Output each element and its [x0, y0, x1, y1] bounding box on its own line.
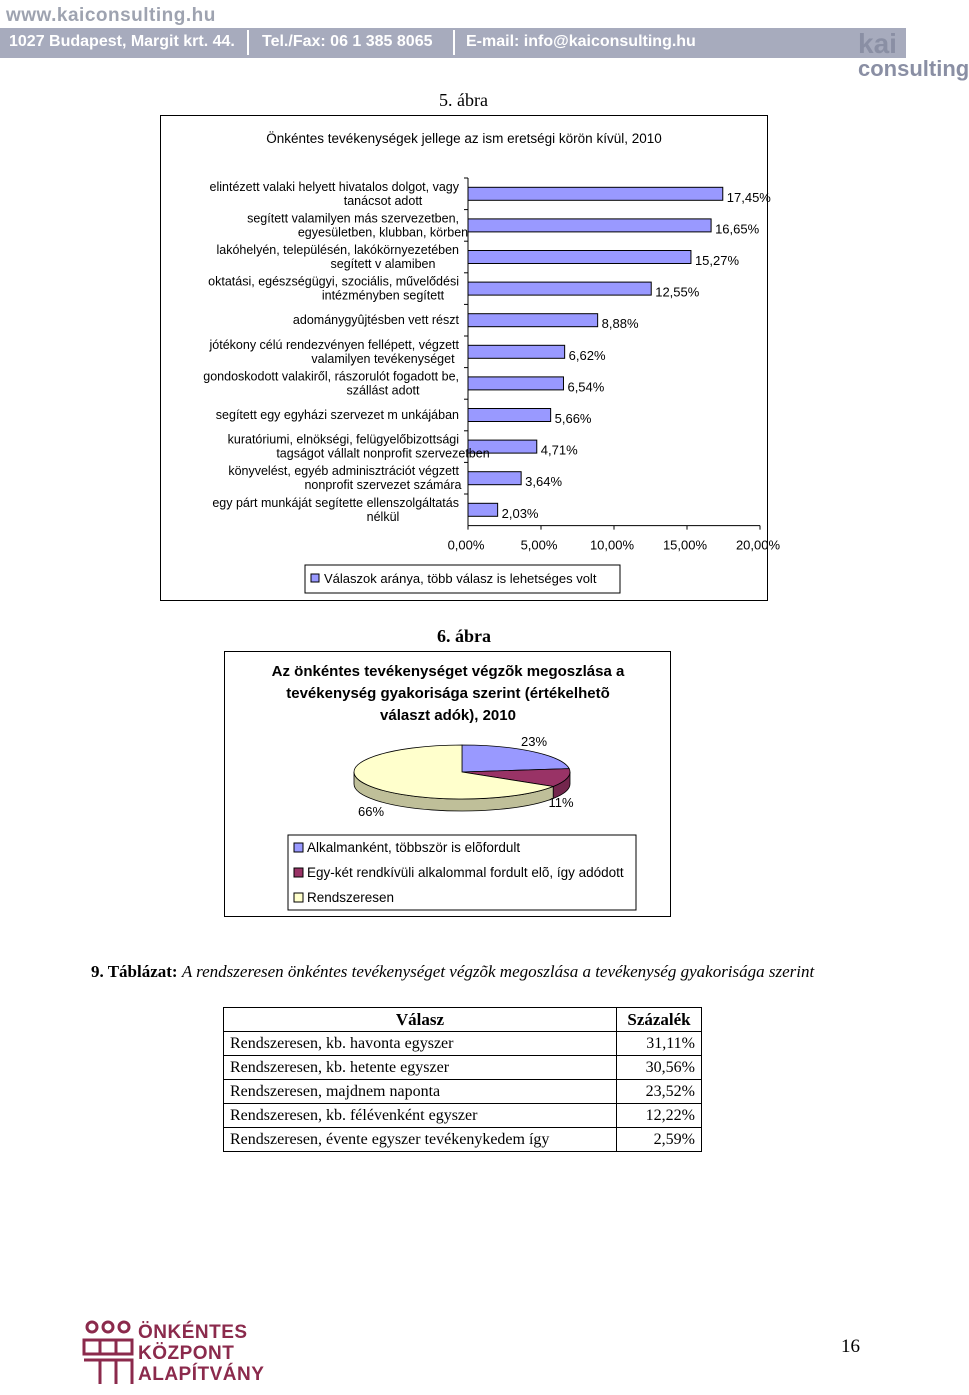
table-title	[91, 962, 814, 982]
table-cell-answer: Rendszeresen, majdnem naponta	[224, 1080, 617, 1104]
logo-text	[138, 1322, 264, 1385]
header-separator	[247, 30, 249, 55]
bar	[468, 503, 498, 516]
category-label: segített v alamiben	[330, 257, 436, 271]
chart-title: Az önkéntes tevékenységet végzõk megoszlása a	[271, 663, 625, 680]
bar-data-label: 2,03%	[501, 505, 539, 521]
category-label: tanácsot adott	[343, 193, 423, 208]
header-address: 1027 Budapest, Margit krt. 44.	[9, 33, 235, 50]
pie-chart	[224, 651, 671, 917]
bar-data-label: 15,27%	[694, 253, 740, 268]
category-label: segített valamilyen más szervezetben,	[247, 211, 459, 226]
category-label: valamilyen tevékenységet	[311, 351, 455, 366]
bar-chart-svg	[161, 116, 781, 600]
bar-chart	[160, 115, 781, 601]
column-header-percent: Százalék	[617, 1008, 702, 1032]
table-row	[224, 1080, 702, 1104]
legend-swatch	[294, 893, 303, 902]
pie-slice	[462, 745, 569, 772]
figures-emblem-icon	[78, 1318, 134, 1388]
category-label: egy párt munkáját segítette ellenszolgáltatás	[212, 495, 459, 510]
chart-title: Önkéntes tevékenységek jellege az ism eretségi körön kívül, 2010	[266, 131, 662, 146]
logo-line: ALAPÍTVÁNY	[138, 1364, 265, 1385]
category-label: lakóhelyén, településén, lakókörnyezetében	[216, 243, 459, 257]
category-label: tagságot vállalt nonprofit szervezetben	[276, 446, 490, 461]
bar	[468, 345, 565, 358]
bar-data-label: 6,54%	[567, 379, 605, 395]
header-url[interactable]: www.kaiconsulting.hu	[6, 5, 216, 26]
bar-data-label: 8,88%	[601, 316, 639, 332]
page-number: 16	[841, 1336, 860, 1357]
x-tick-label: 15,00%	[662, 537, 708, 553]
bar-data-label: 16,65%	[715, 221, 760, 237]
legend-swatch	[311, 574, 319, 582]
table-cell-percent: 30,56%	[617, 1056, 702, 1080]
chart-title: választ adók), 2010	[380, 707, 516, 724]
x-tick-label: 5,00%	[520, 537, 558, 553]
legend-label: Egy-két rendkívüli alkalommal fordult elõ, így adódott	[307, 865, 624, 880]
bar-data-label: 3,64%	[525, 474, 563, 490]
legend-label: Rendszeresen	[307, 890, 395, 905]
bar-data-label: 12,55%	[655, 284, 700, 300]
category-label: jótékony célú rendezvényen fellépett, végzett	[209, 337, 459, 352]
onkentes-kozpont-logo	[78, 1318, 265, 1393]
table-cell-percent: 2,59%	[617, 1128, 702, 1152]
figure-6-caption: 6. ábra	[437, 626, 491, 646]
category-label: egyesületben, klubban, körben	[297, 225, 469, 240]
page-header	[0, 0, 969, 81]
logo-line: KÖZPONT	[138, 1343, 235, 1364]
table-title-text: A rendszeresen önkéntes tevékenységet végzõk megoszlása a tevékenység gyakorisága szerint	[181, 962, 815, 981]
pie-data-label: 23%	[520, 734, 548, 749]
bar	[468, 251, 691, 264]
bar-data-label: 5,66%	[554, 411, 592, 426]
table-cell-answer: Rendszeresen, kb. havonta egyszer	[224, 1032, 617, 1056]
bar	[468, 219, 711, 232]
table-header-row	[224, 1008, 702, 1032]
figure-5-caption: 5. ábra	[439, 90, 488, 110]
table-cell-answer: Rendszeresen, évente egyszer tevékenykedem így	[224, 1128, 617, 1152]
table-title-number: 9. Táblázat:	[91, 962, 178, 981]
header-separator	[453, 30, 455, 55]
category-label: intézményben segített	[321, 288, 445, 303]
table-cell-percent: 31,11%	[617, 1032, 702, 1056]
table-cell-percent: 23,52%	[617, 1080, 702, 1104]
bar	[468, 472, 521, 485]
logo-line: ÖNKÉNTES	[138, 1322, 248, 1343]
bar-data-label: 6,62%	[568, 347, 606, 363]
bar	[468, 409, 551, 422]
category-label: könyvelést, egyéb adminisztrációt végzett	[228, 464, 459, 479]
bar	[468, 377, 563, 390]
category-label: nonprofit szervezet számára	[304, 478, 462, 493]
table-cell-answer: Rendszeresen, kb. hetente egyszer	[224, 1056, 617, 1080]
pie-data-label: 66%	[357, 804, 385, 819]
kai-logo-subtitle: consulting	[858, 56, 969, 81]
table-row	[224, 1032, 702, 1056]
table-cell-answer: Rendszeresen, kb. félévenként egyszer	[224, 1104, 617, 1128]
table-cell-percent: 12,22%	[617, 1104, 702, 1128]
legend-label: Alkalmanként, többször is elõfordult	[307, 840, 521, 855]
category-label: nélkül	[366, 509, 400, 524]
category-label: elintézett valaki helyett hivatalos dolgot, vagy	[209, 179, 459, 194]
bar	[468, 314, 598, 327]
category-label: adománygyûjtésben vett részt	[292, 313, 459, 328]
x-tick-label: 0,00%	[447, 537, 485, 553]
kai-logo: kai	[858, 28, 897, 59]
x-tick-label: 20,00%	[735, 537, 781, 553]
legend-label: Válaszok aránya, több válasz is lehetséges volt	[324, 571, 597, 586]
bar	[468, 187, 723, 200]
bar	[468, 282, 651, 295]
pie-chart-svg	[225, 652, 670, 916]
category-label: oktatási, egészségügyi, szociális, művelődési	[208, 274, 459, 289]
category-label: segített egy egyházi szervezet m unkájában	[215, 408, 459, 422]
table-row	[224, 1104, 702, 1128]
table-row	[224, 1056, 702, 1080]
legend-swatch	[294, 868, 303, 877]
column-header-answer: Válasz	[224, 1008, 617, 1032]
category-label: kuratóriumi, elnökségi, felügyelőbizottsági	[227, 432, 459, 447]
x-tick-label: 10,00%	[589, 537, 635, 553]
category-label: szállást adott	[346, 383, 420, 398]
legend-swatch	[294, 843, 303, 852]
bar-data-label: 4,71%	[540, 442, 578, 458]
chart-title: tevékenység gyakorisága szerint (értékelhetõ	[286, 685, 610, 702]
header-phone: Tel./Fax: 06 1 385 8065	[262, 33, 433, 50]
pie-data-label: 11%	[548, 795, 574, 810]
header-email[interactable]: E-mail: info@kaiconsulting.hu	[466, 33, 696, 50]
bar-data-label: 17,45%	[726, 189, 771, 205]
table-row	[224, 1128, 702, 1152]
frequency-table	[223, 1007, 702, 1152]
category-label: gondoskodott valakiről, rászorulót fogadott be,	[203, 369, 459, 384]
